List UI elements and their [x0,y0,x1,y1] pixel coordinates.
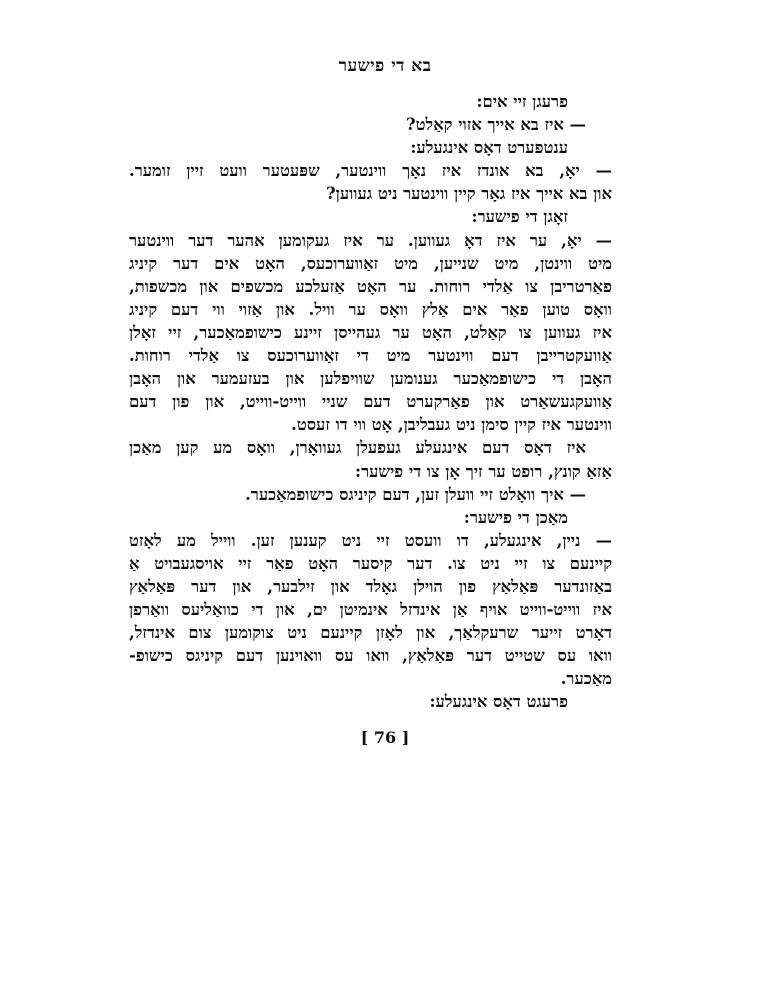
text-line: האָבן די כישופמאַכער גענומען שוויפלען און בעזעמער און האָבן [129,369,612,389]
page-number: [ 76 ] [360,728,410,747]
text-line: אַוועקגעשאַרט און פאַרקערט דעם שניי ווייט-ווייט, און פון דעם [129,392,612,412]
text-line: — יאָ, בא אונדז איז נאָך ווינטער, שפּעטער וועט זיין זומער. [129,161,612,181]
body-text [129,90,612,714]
text-line: איז געווען צו קאַלט, האָט ער געהייסן זיינע כישופמאַכער, זיי זאָלן [129,322,612,342]
text-line: אַוועקטרייבן דעם ווינטער מיט די זאַווערוכעס צו אַלדי רוחות. [129,346,612,366]
text-line: איז ווייט-ווייט אויף אַן אינדזל אינמיטן ים, און די כוואַליעס וואַרפן [129,600,612,620]
text-line: ווינטער איז קיין סימן ניט געבליבן, אָט ווי דו זעסט. [291,415,612,435]
text-line: און בא אייך איז גאָר קיין ווינטער ניט געווען? [326,184,612,204]
text-line: — ניין, אינגעלע, דו וועסט זיי ניט קענען זען. ווייל מע לאָזט [129,530,612,550]
text-line: קיינעם צו זיי ניט צו. דער קיסער האָט פאַר זיי אויסגעבויט אַ [129,553,612,573]
text-line: ענטפערט דאָס אינגעלע: [410,138,568,158]
text-line: מאַכן די פישער: [463,507,568,527]
text-line: — איז בא אייך אזוי קאַלט? [406,115,586,135]
text-line: דאָרט זייער שרעקלאַך, און לאָזן קיינעם ניט צוקומען צום אינדזל, [129,623,612,643]
text-line: אַזאַ קונץ, רופט ער זיך אָן צו די פישער: [355,461,612,481]
text-line: וואָס טוען פאַר אים אַלץ וואָס ער וויל. און אַזוי ווי דעם קיניג [129,299,612,319]
text-line: פאַרטריבן צו אַלדי רוחות. ער האָט אַזעלכע מכשפים און מכשפות, [129,276,612,296]
text-line: איז דאָס דעם אינגעלע געפעלן געוואָרן, וואָס מע קען מאַכן [129,438,586,458]
text-line: זאָגן די פישער: [471,207,568,227]
text-line: — איך וואָלט זיי וועלן זען, דעם קיניגס כישופמאַכער. [245,484,586,504]
text-line: וואו עס שטייט דער פּאַלאַץ, וואו עס וואוינען דעם קיניגס כישופ- [129,646,612,666]
text-line: — יאָ, ער איז דאָ געווען. ער איז געקומען אהער דער ווינטער [129,230,612,250]
text-line: מאַכער. [560,669,612,689]
text-line: פרעגן זיי אים: [476,92,568,111]
running-head: בא די פישער [338,56,432,76]
text-line: פרעגט דאָס אינגעלע: [429,692,568,712]
text-line: באַזונדער פּאַלאַץ פון הוילן גאָלד און זילבער, און דער פּאַלאַץ [129,576,612,596]
text-line: מיט ווינטן, מיט שנייען, מיט זאַווערוכעס, האָט אים דער קיניג [129,253,612,273]
